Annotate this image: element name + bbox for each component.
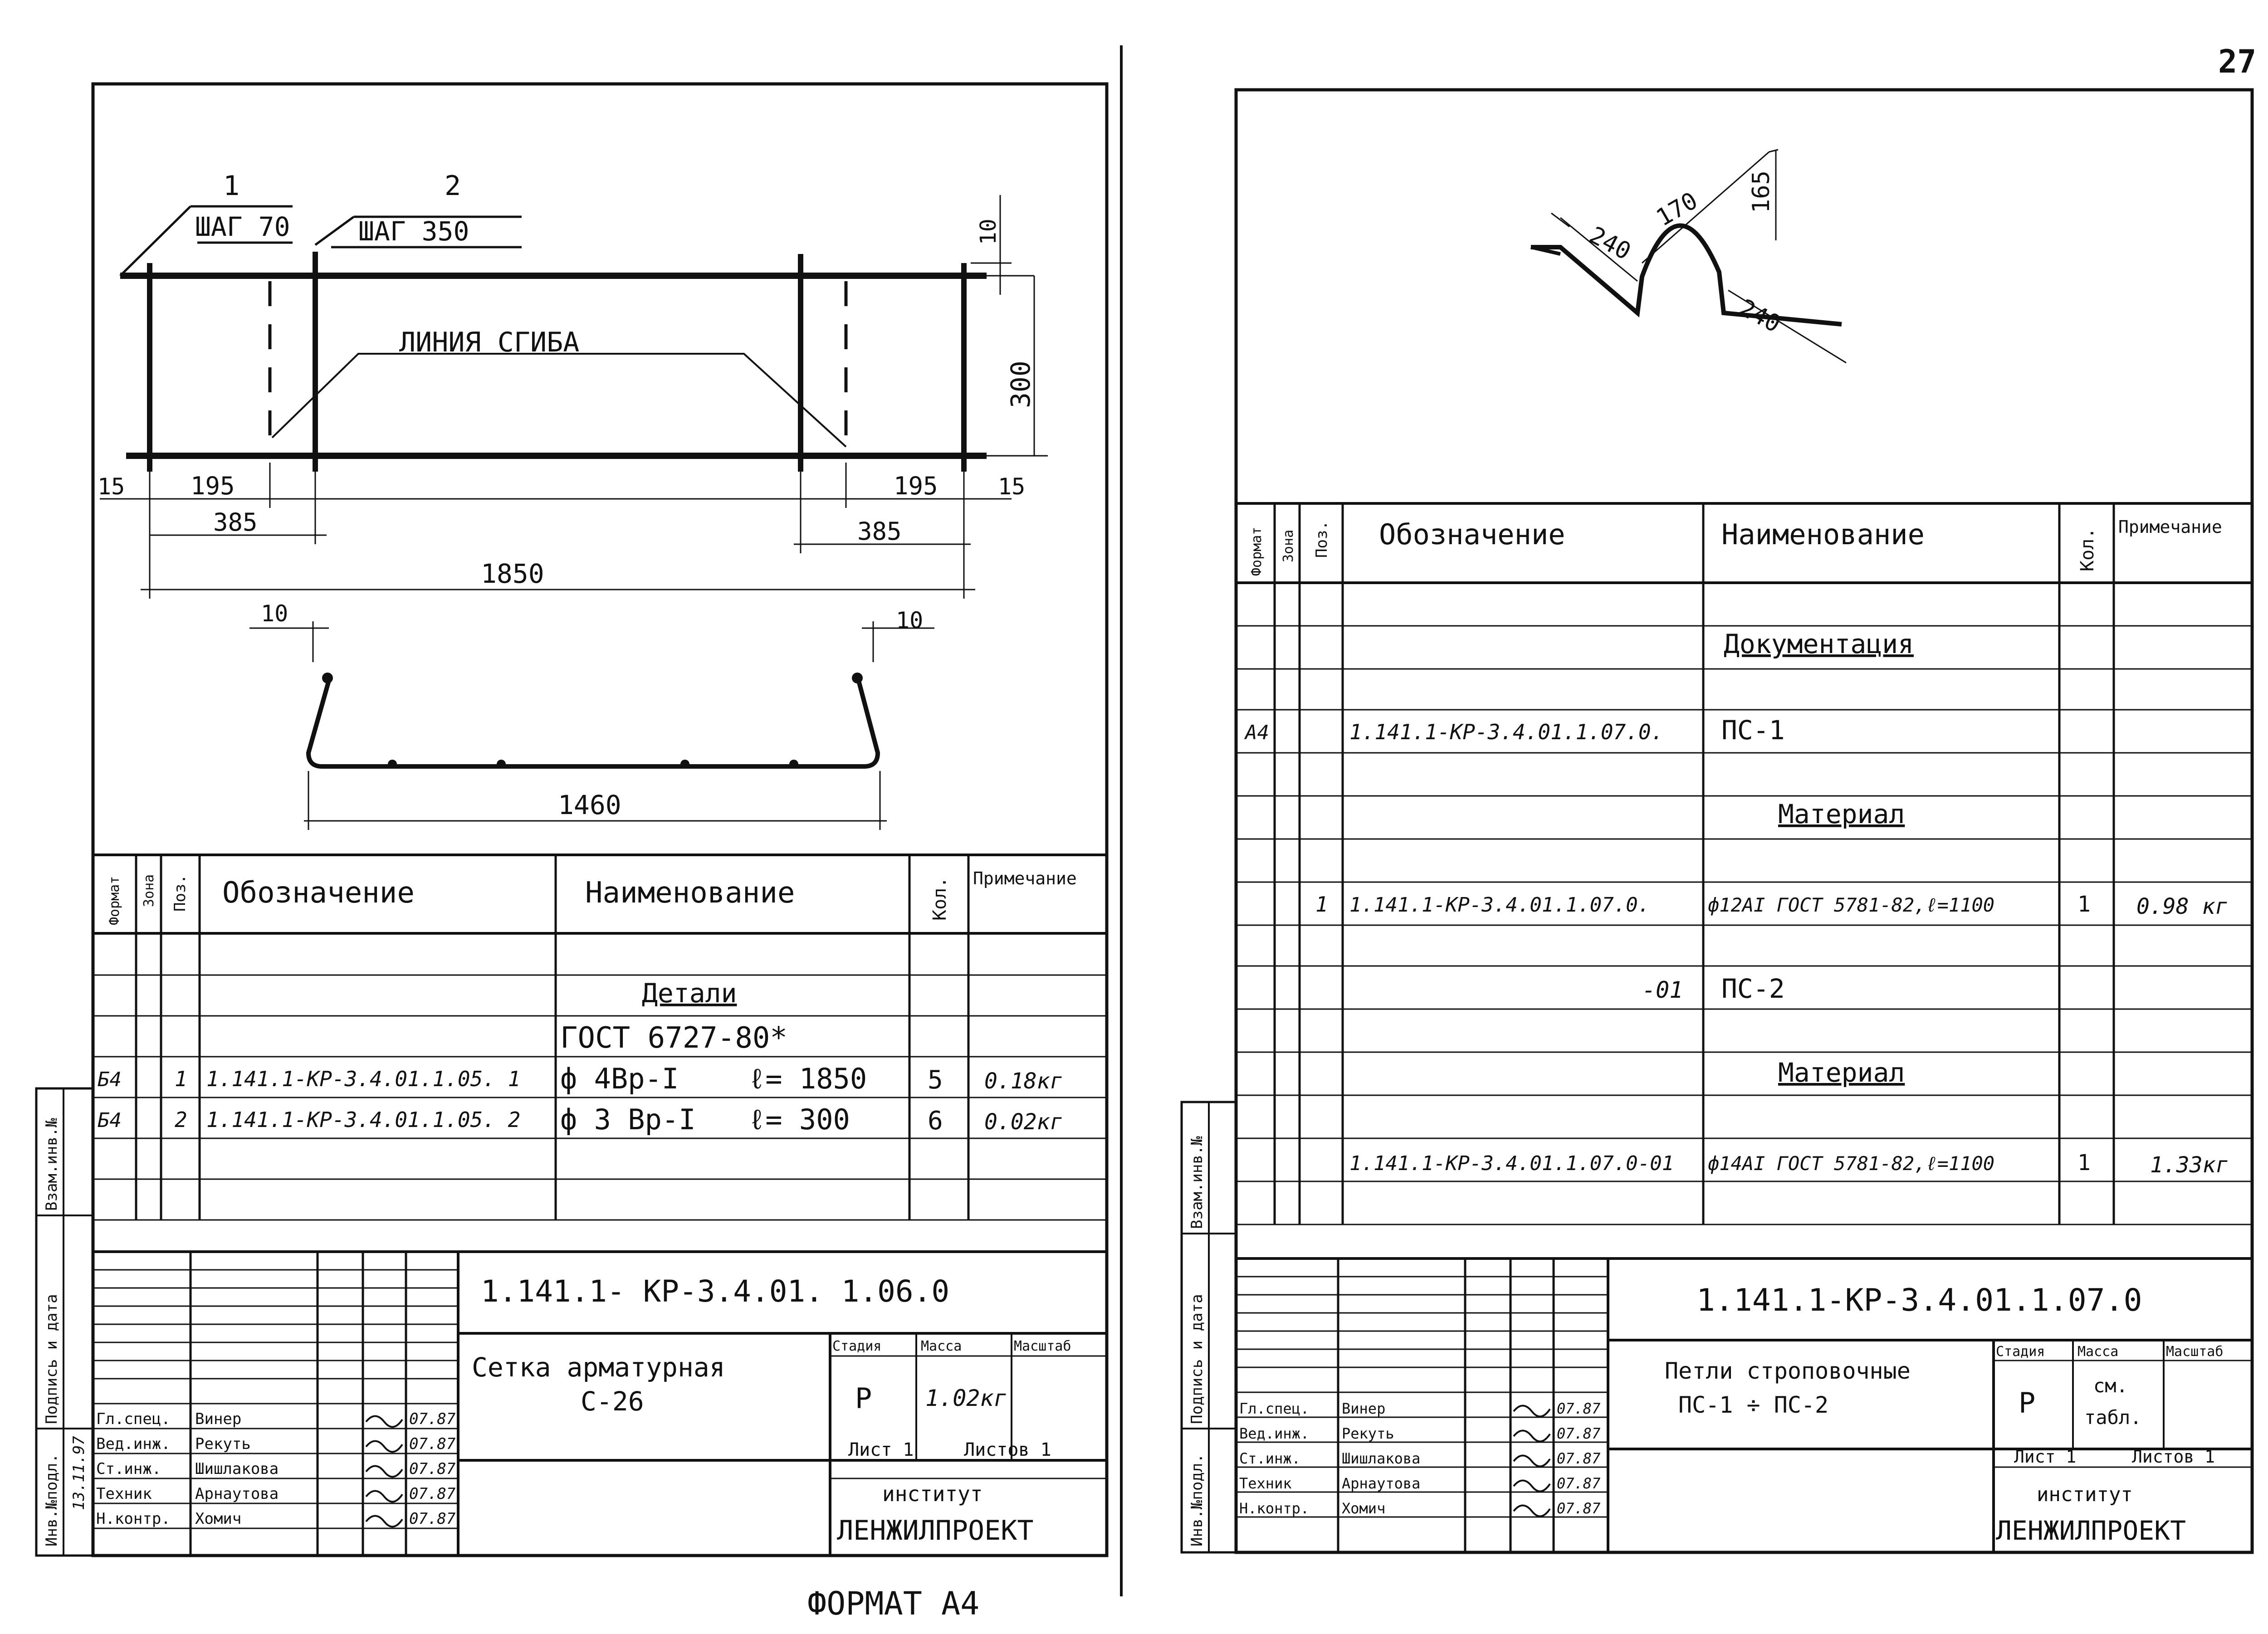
left-title-2: С-26 — [581, 1386, 644, 1417]
right-side-label-sign: Подпись и дата — [1188, 1294, 1206, 1424]
row1-length: ℓ= 1850 — [748, 1062, 867, 1095]
step1-label: ШАГ 70 — [195, 211, 290, 242]
signature-role: Вед.инж. — [1239, 1425, 1310, 1442]
right-doc-code: 1.141.1-КР-3.4.01.1.07.0 — [1696, 1283, 2142, 1318]
page-number: 27 — [2218, 43, 2257, 80]
left-side-label-replace: Взам.инв.№ — [43, 1118, 61, 1211]
signature-mark — [1514, 1406, 1550, 1417]
left-h-name: Наименование — [585, 876, 795, 910]
mat1-note: 0.98 кг — [2136, 894, 2229, 919]
signature-date: 07.87 — [409, 1510, 456, 1528]
signature-mark — [366, 1516, 402, 1527]
signature-role: Н.контр. — [1239, 1500, 1310, 1517]
right-side-label-replace: Взам.инв.№ — [1188, 1136, 1206, 1229]
left-standard: ГОСТ 6727-80* — [560, 1021, 787, 1055]
signature-date: 07.87 — [1557, 1400, 1601, 1417]
dim-1850: 1850 — [481, 558, 544, 589]
signature-date: 07.87 — [1557, 1425, 1601, 1442]
mesh-drawing — [98, 170, 1048, 830]
right-mass-h: Масса — [2077, 1344, 2119, 1360]
signature-date: 07.87 — [409, 1410, 456, 1428]
left-h-format: Формат — [107, 876, 122, 925]
right-spec-table — [1236, 503, 2252, 1224]
left-scale-h: Масштаб — [1014, 1338, 1071, 1354]
mat1-name: ф12АI ГОСТ 5781-82,ℓ=1100 — [1708, 894, 1995, 916]
signature-date: 07.87 — [409, 1485, 456, 1503]
signature-mark — [1514, 1431, 1550, 1442]
signature-mark — [366, 1441, 402, 1452]
mat2-designation: 1.141.1-КР-3.4.01.1.07.0-01 — [1349, 1152, 1674, 1175]
signature-name: Шишлакова — [195, 1460, 279, 1478]
signature-role: Гл.спец. — [1239, 1400, 1310, 1417]
dim-10-right-section: 10 — [896, 607, 924, 634]
signature-date: 07.87 — [1557, 1475, 1601, 1492]
row2-format: Б4 — [98, 1109, 122, 1132]
pos2-label: 2 — [445, 170, 461, 202]
format-label: ФОРМАТ А4 — [807, 1585, 980, 1622]
row1-qty: 5 — [928, 1065, 943, 1095]
dim-1460: 1460 — [558, 790, 621, 820]
left-spec-table — [93, 855, 1107, 1220]
mat2-note: 1.33кг — [2150, 1152, 2229, 1178]
mat1-qty: 1 — [2077, 892, 2091, 917]
row1-pos: 1 — [175, 1067, 187, 1091]
row1-note: 0.18кг — [984, 1068, 1063, 1094]
doc-row-name: ПС-1 — [1721, 715, 1785, 746]
right-section-docs: Документация — [1724, 629, 1914, 659]
dim-195-right: 195 — [894, 472, 938, 500]
signature-role: Н.контр. — [96, 1510, 171, 1528]
row2-pos: 2 — [175, 1107, 187, 1132]
left-h-pos: Поз. — [171, 874, 189, 912]
right-institute-1: институт — [2037, 1483, 2133, 1506]
signature-date: 07.87 — [1557, 1500, 1601, 1517]
signature-date: 07.87 — [409, 1460, 456, 1478]
signature-mark — [366, 1416, 402, 1427]
right-stage-h: Стадия — [1996, 1344, 2045, 1360]
row1-format: Б4 — [98, 1068, 122, 1091]
mat1-pos: 1 — [1315, 892, 1328, 917]
right-title-2: ПС-1 ÷ ПС-2 — [1678, 1392, 1829, 1418]
right-mass-1: см. — [2093, 1375, 2128, 1397]
signature-name: Рекуть — [195, 1435, 251, 1453]
right-institute-2: ЛЕНЖИЛПРОЕКТ — [1996, 1515, 2186, 1546]
left-mass-h: Масса — [921, 1338, 962, 1354]
dim-10-left-section: 10 — [261, 600, 288, 627]
variant-name: ПС-2 — [1721, 973, 1785, 1004]
right-h-designation: Обозначение — [1379, 518, 1565, 551]
right-title-block — [1236, 1258, 2252, 1552]
left-signatures — [96, 1410, 456, 1528]
signature-role: Вед.инж. — [96, 1435, 171, 1453]
step2-label: ШАГ 350 — [358, 216, 469, 247]
signature-role: Техник — [1239, 1475, 1292, 1492]
dim-385-right: 385 — [857, 517, 902, 546]
left-institute-2: ЛЕНЖИЛПРОЕКТ — [837, 1515, 1034, 1546]
mesh-section — [308, 676, 878, 766]
left-h-designation: Обозначение — [222, 876, 415, 910]
signature-name: Рекуть — [1342, 1425, 1394, 1442]
right-h-name: Наименование — [1721, 518, 1925, 551]
right-stage: Р — [2019, 1386, 2036, 1419]
doc-row-format: А4 — [1245, 721, 1269, 744]
left-institute-1: институт — [882, 1482, 983, 1506]
left-h-note: Примечание — [973, 868, 1077, 888]
signature-name: Хомич — [195, 1510, 242, 1528]
signature-mark — [366, 1466, 402, 1477]
dim-195-left: 195 — [191, 472, 235, 500]
dim-15-right: 15 — [998, 473, 1026, 500]
signature-mark — [366, 1491, 402, 1502]
right-section-mat1: Материал — [1778, 799, 1905, 829]
doc-row-designation: 1.141.1-КР-3.4.01.1.07.0. — [1349, 720, 1664, 744]
loop-dim-165: 165 — [1748, 171, 1775, 213]
lifting-loop-drawing — [1531, 150, 1846, 363]
row1-designation: 1.141.1-КР-3.4.01.1.05. 1 — [206, 1067, 521, 1091]
loop-dim-240a: 240 — [1584, 221, 1635, 266]
left-doc-code: 1.141.1- КР-3.4.01. 1.06.0 — [481, 1274, 950, 1309]
left-stage-h: Стадия — [832, 1338, 882, 1354]
left-mass: 1.02кг — [925, 1385, 1007, 1411]
signature-name: Шишлакова — [1342, 1450, 1421, 1467]
left-h-zone: Зона — [141, 874, 157, 907]
mat2-name: ф14АI ГОСТ 5781-82,ℓ=1100 — [1708, 1152, 1995, 1175]
signature-name: Арнаутова — [1342, 1475, 1421, 1492]
signature-role: Гл.спец. — [96, 1410, 171, 1428]
signature-mark — [1514, 1456, 1550, 1467]
signature-role: Ст.инж. — [96, 1460, 161, 1478]
loop-dim-170: 170 — [1652, 187, 1702, 232]
signature-name: Винер — [195, 1410, 242, 1428]
right-section-mat2: Материал — [1778, 1057, 1905, 1088]
signature-name: Арнаутова — [195, 1485, 279, 1503]
right-h-pos: Поз. — [1313, 521, 1331, 558]
right-h-note: Примечание — [2118, 517, 2222, 537]
loop-dim-240b: 240 — [1734, 294, 1785, 338]
left-section-details: Детали — [642, 978, 737, 1009]
left-side-label-sign: Подпись и дата — [43, 1294, 61, 1424]
right-h-zone: Зона — [1281, 529, 1296, 562]
left-sheets-total: Листов 1 — [964, 1439, 1051, 1460]
signature-role: Ст.инж. — [1239, 1450, 1300, 1467]
mat1-designation: 1.141.1-КР-3.4.01.1.07.0. — [1349, 893, 1650, 917]
row1-name: ф 4Вр-I — [560, 1062, 679, 1095]
right-h-qty: Кол. — [2077, 527, 2098, 571]
pos1-label: 1 — [223, 170, 240, 202]
right-side-label-inv: Инв.№подл. — [1188, 1454, 1206, 1546]
signature-role: Техник — [96, 1485, 152, 1503]
dim-385-left: 385 — [213, 508, 258, 537]
left-sheet — [36, 84, 1107, 1622]
right-scale-h: Масштаб — [2166, 1344, 2224, 1360]
left-title-1: Сетка арматурная — [472, 1352, 725, 1383]
signature-name: Хомич — [1342, 1500, 1386, 1517]
left-date-stamp: 13.11.97 — [70, 1436, 88, 1510]
left-side-label-inv: Инв.№подл. — [43, 1454, 61, 1546]
row2-name: ф 3 Вр-I — [560, 1103, 696, 1136]
right-title-1: Петли строповочные — [1665, 1358, 1911, 1384]
right-sheet-no: Лист 1 — [2014, 1447, 2077, 1467]
row2-qty: 6 — [928, 1106, 943, 1136]
signature-name: Винер — [1342, 1400, 1386, 1417]
right-sheet — [1182, 90, 2252, 1552]
lifting-loop — [1531, 225, 1842, 324]
variant-designation: -01 — [1642, 977, 1683, 1003]
signature-mark — [1514, 1481, 1550, 1492]
row2-length: ℓ= 300 — [748, 1103, 850, 1136]
row2-note: 0.02кг — [984, 1109, 1063, 1135]
right-h-format: Формат — [1249, 527, 1265, 576]
signature-mark — [1514, 1506, 1550, 1517]
left-sheet-no: Лист 1 — [848, 1439, 914, 1460]
left-title-block — [93, 1252, 1107, 1556]
row2-designation: 1.141.1-КР-3.4.01.1.05. 2 — [206, 1107, 521, 1132]
mat2-qty: 1 — [2077, 1150, 2091, 1176]
dim-300-vert: 300 — [1005, 361, 1036, 408]
bend-line-label: ЛИНИЯ СГИБА — [399, 327, 580, 358]
signature-date: 07.87 — [1557, 1450, 1601, 1467]
dim-10-vert: 10 — [976, 219, 1001, 245]
dim-15-left: 15 — [98, 473, 125, 500]
left-stage: Р — [855, 1382, 872, 1415]
right-sheets-total: Листов 1 — [2132, 1447, 2215, 1467]
right-mass-2: табл. — [2084, 1406, 2142, 1429]
left-h-qty: Кол. — [929, 877, 950, 921]
signature-date: 07.87 — [409, 1435, 456, 1453]
